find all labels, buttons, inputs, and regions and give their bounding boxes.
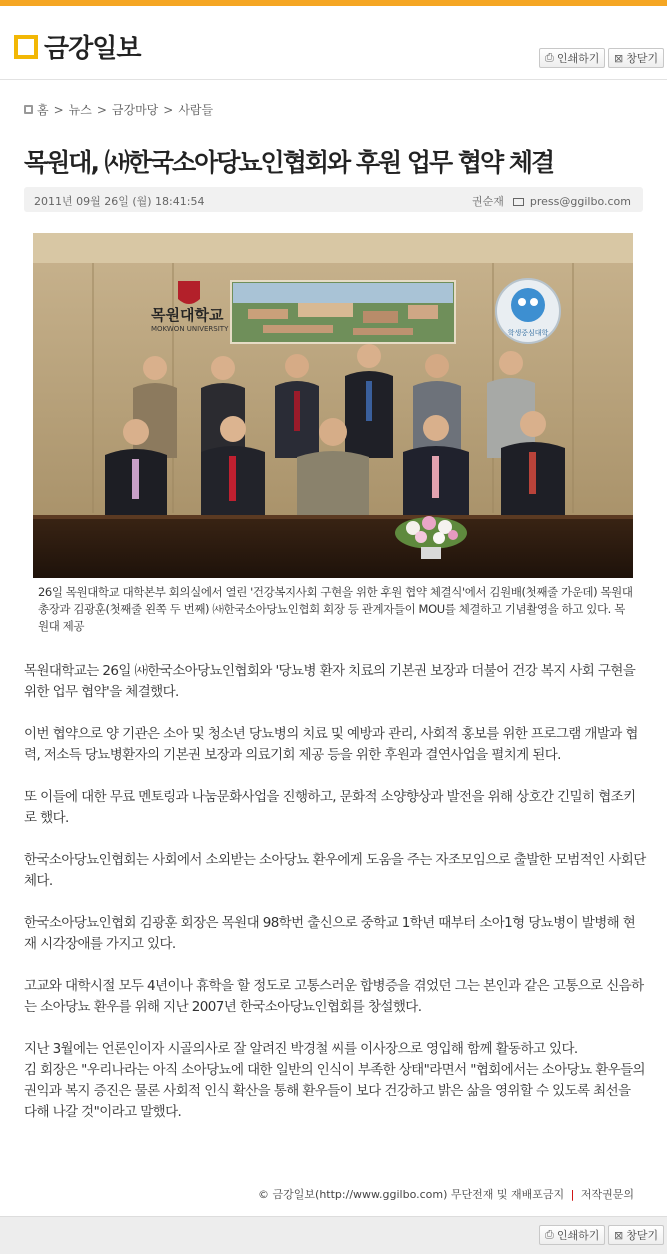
article-byline	[472, 193, 631, 209]
article-paragraph: 또 이들에 대한 무료 멘토링과 나눔문화사업을 진행하고, 문화적 소양향상과 발전을 위해 상호간 긴밀히 협조키로 했다.	[24, 789, 636, 826]
conference-table	[33, 515, 633, 578]
close-icon: ⊠	[614, 1228, 624, 1242]
footer-print-label: 인쇄하기	[556, 1229, 600, 1242]
site-logo[interactable]	[14, 28, 140, 65]
copyright-line	[258, 1186, 634, 1202]
article-paragraph: 지난 3월에는 언론인이자 시골의사로 잘 알려진 박경철 씨를 이사장으로 영입해 함께 활동하고 있다.	[24, 1041, 578, 1057]
print-label: 인쇄하기	[556, 52, 600, 65]
article-photo	[33, 233, 633, 578]
article-paragraph: 한국소아당뇨인협회 김광훈 회장은 목원대 98학번 출신으로 중학교 1학년 때부터 소아1형 당뇨병이 발병해 현재 시각장애를 가지고 있다.	[24, 915, 636, 952]
breadcrumb-separator: >	[163, 102, 174, 117]
breadcrumb-home[interactable]: 홈	[37, 103, 49, 117]
home-icon	[24, 105, 33, 114]
close-window-button[interactable]	[608, 48, 664, 68]
breadcrumb-section[interactable]: 금강마당	[111, 103, 159, 117]
logo-square-icon	[14, 35, 38, 59]
article-paragraph: 고교와 대학시절 모두 4년이나 휴학을 할 정도로 고통스러운 합병증을 겪었던 그는 본인과 같은 고통으로 신음하는 소아당뇨 환우를 위해 지난 2007년 한국소아당뇨인협회를 창설했다.	[24, 978, 644, 1015]
article-date: 2011년 09월 26일 (월) 18:41:54	[34, 195, 205, 208]
article-title: 목원대, ㈔한국소아당뇨인협회와 후원 업무 협약 체결	[24, 148, 554, 177]
campus-panorama	[231, 281, 455, 343]
university-sign: 목원대학교	[151, 306, 224, 324]
breadcrumb-separator: >	[53, 102, 64, 117]
university-sign-en: MOKWON UNIVERSITY	[151, 325, 229, 333]
breadcrumb-news[interactable]: 뉴스	[68, 103, 92, 117]
copyright-text: © 금강일보(http://www.ggilbo.com) 무단전재 및 재배포금지	[258, 1188, 565, 1201]
print-button[interactable]	[539, 48, 605, 68]
envelope-icon	[513, 198, 524, 206]
article-paragraph: 한국소아당뇨인협회는 사회에서 소외받는 소아당뇨 환우에게 도움을 주는 자조모임으로 출발한 모범적인 사회단체다.	[24, 852, 646, 889]
mascot-emblem	[496, 279, 560, 343]
author-email[interactable]: press@ggilbo.com	[529, 195, 631, 208]
article-paragraph: 이번 협약으로 양 기관은 소아 및 청소년 당뇨병의 치료 및 예방과 관리, 사회적 홍보를 위한 프로그램 개발과 협력, 저소득 당뇨병환자의 기본권 보장과 의료기회 제공 등을 위한 후원과 결연사업을 펼치게 된다.	[24, 726, 638, 763]
printer-icon: ⎙	[545, 51, 554, 64]
footer-close-window-button[interactable]	[608, 1225, 664, 1245]
mascot-text: 학생중심대학	[507, 329, 549, 337]
photo-illustration	[33, 233, 633, 578]
close-label: 창닫기	[626, 52, 659, 65]
breadcrumb-subsection[interactable]: 사람들	[178, 103, 214, 117]
header	[0, 6, 667, 80]
article-paragraph: 목원대학교는 26일 ㈔한국소아당뇨인협회와 '당뇨병 환자 치료의 기본권 보장과 더불어 건강 복지 사회 구현을 위한 업무 협약'을 체결했다.	[24, 663, 636, 700]
breadcrumb-separator: >	[96, 102, 107, 117]
footer-print-button[interactable]	[539, 1225, 605, 1245]
article-body	[24, 661, 646, 1144]
footer-close-label: 창닫기	[626, 1229, 659, 1242]
photo-caption: 26일 목원대학교 대학본부 회의실에서 열린 '건강복지사회 구현을 위한 후원 협약 체결식'에서 김원배(첫째줄 가운데) 목원대 총장과 김광훈(첫째줄 왼쪽 두 번째) ㈔한국소아당뇨인협회 회장 등 관계자들이 MOU를 체결하고 기념촬영을 하고 있다. 목원대 제공	[38, 585, 633, 633]
close-icon: ⊠	[614, 51, 624, 65]
breadcrumb	[24, 101, 213, 118]
copyright-inquiry-link[interactable]: 저작권문의	[580, 1188, 634, 1201]
printer-icon: ⎙	[545, 1228, 554, 1241]
author-name: 권순재	[472, 195, 504, 208]
article-paragraph: 김 회장은 "우리나라는 아직 소아당뇨에 대한 일반의 인식이 부족한 상태"라면서 "협회에서는 소아당뇨 환우들의 권익과 복지 증진은 물론 사회적 인식 확산을 통해 환우들이 보다 건강하고 밝은 삶을 영위할 수 있도록 최선을 다해 나갈 것"이라고 말했다.	[24, 1062, 645, 1120]
logo-text: 금강일보	[44, 34, 141, 64]
article-meta-bar	[24, 187, 643, 212]
copyright-divider: |	[570, 1188, 575, 1201]
